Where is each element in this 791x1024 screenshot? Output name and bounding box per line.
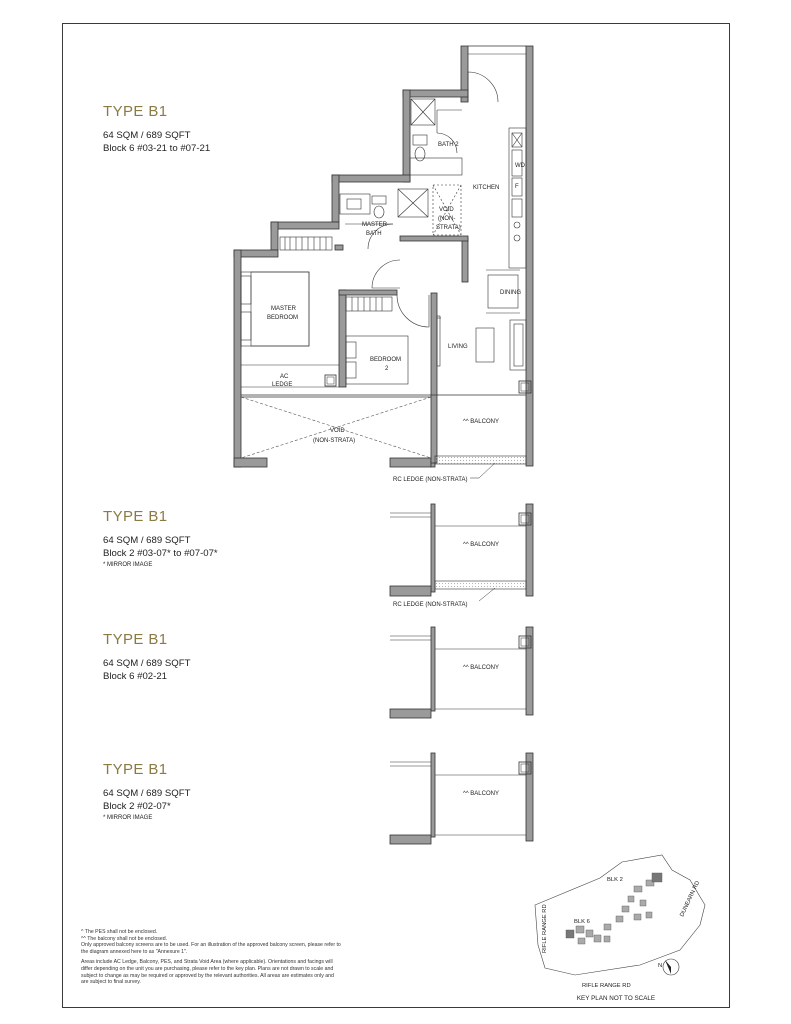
rc-ledge-label: RC LEDGE (NON-STRATA) — [393, 477, 468, 483]
living-label: LIVING — [448, 344, 468, 350]
rifle-range-road-vertical: RIFLE RANGE RD — [542, 904, 548, 953]
master-wardrobe — [280, 237, 332, 250]
bath2-label: BATH 2 — [438, 142, 459, 148]
bedroom2-wardrobe — [346, 297, 392, 311]
blk2-label: BLK 2 — [607, 877, 623, 883]
wd-label: WD — [515, 163, 525, 169]
type-title: TYPE B1 — [103, 508, 168, 525]
footnotes — [81, 929, 491, 986]
note-line: Areas include AC Ledge, Balcony, PES, and Strata Void Area (where applicable). Orientations and facings will — [81, 959, 333, 966]
type-area: 64 SQM / 689 SQFT — [103, 788, 191, 799]
balcony-label: ^^ BALCONY — [463, 791, 499, 797]
note-line: the diagram annexed here to as "Annexure 1". — [81, 948, 188, 955]
balcony-label: ^^ BALCONY — [463, 419, 499, 425]
fridge-label: F — [515, 184, 519, 190]
balcony-variant-3 — [390, 627, 533, 718]
type-units: Block 2 #03-07* to #07-07* — [103, 548, 218, 559]
balcony-label: ^^ BALCONY — [463, 665, 499, 671]
note-line: are subject to final survey. — [81, 979, 141, 986]
key-plan-caption: KEY PLAN NOT TO SCALE — [576, 995, 656, 1002]
void-big-label-1: VOID — [330, 428, 345, 434]
note-line: ^^ The balcony shall not be enclosed. — [81, 935, 168, 942]
note-line: ^ The PES shall not be enclosed. — [81, 929, 158, 935]
type-area: 64 SQM / 689 SQFT — [103, 658, 191, 669]
bedroom2-label-2: 2 — [385, 366, 389, 372]
balcony-variant-2 — [390, 504, 533, 601]
void-small-label-2: (NON- — [438, 216, 456, 222]
void-small-label-1: VOID — [439, 207, 454, 213]
rc-ledge-label: RC LEDGE (NON-STRATA) — [393, 602, 468, 608]
master-bath-label-2: BATH — [366, 231, 382, 237]
bedroom2-label-1: BEDROOM — [370, 357, 402, 363]
bath2-fixtures — [410, 99, 462, 175]
ac-ledge-label-1: AC — [280, 374, 289, 380]
north-label: N — [658, 963, 663, 969]
dunearn-road-label: DUNEARN RD — [679, 880, 702, 918]
blk6-label: BLK 6 — [574, 919, 590, 925]
mirror-note: * MIRROR IMAGE — [103, 815, 153, 821]
type-title: TYPE B1 — [103, 761, 168, 778]
type-title: TYPE B1 — [103, 631, 168, 648]
type-units: Block 6 #03-21 to #07-21 — [103, 143, 211, 154]
note-line: differ depending on the unit you are purchasing, please refer to the key plan. Plans are not drawn to scale and — [81, 965, 334, 972]
living-furniture — [437, 316, 526, 370]
kitchen-label: KITCHEN — [473, 185, 500, 191]
kitchen-counter — [509, 128, 526, 268]
balcony-variant-4 — [390, 753, 533, 844]
note-line: subject to change as may be required or approved by the relevant authorities. All areas are estimates only and — [81, 972, 334, 979]
dining-label: DINING — [500, 290, 521, 296]
type-area: 64 SQM / 689 SQFT — [103, 535, 191, 546]
plan-walls — [234, 46, 533, 467]
void-big-label-2: (NON-STRATA) — [313, 438, 356, 444]
mirror-note: * MIRROR IMAGE — [103, 562, 153, 568]
master-bedroom-label-2: BEDROOM — [267, 315, 299, 321]
note-line: Only approved balcony screens are to be used. For an illustration of the approved balcony screen, please refer to — [81, 942, 341, 949]
master-bath-label-1: MASTER — [362, 222, 388, 228]
type-units: Block 2 #02-07* — [103, 801, 171, 812]
void-small-label-3: STRATA) — [436, 225, 461, 231]
rifle-range-road-horizontal: RIFLE RANGE RD — [582, 983, 631, 989]
balcony-label: ^^ BALCONY — [463, 542, 499, 548]
type-area: 64 SQM / 689 SQFT — [103, 130, 191, 141]
type-units: Block 6 #02-21 — [103, 671, 167, 682]
ac-ledge-label-2: LEDGE — [272, 382, 293, 388]
type-title: TYPE B1 — [103, 103, 168, 120]
master-bedroom-label-1: MASTER — [271, 306, 297, 312]
blk6-block — [566, 926, 610, 944]
